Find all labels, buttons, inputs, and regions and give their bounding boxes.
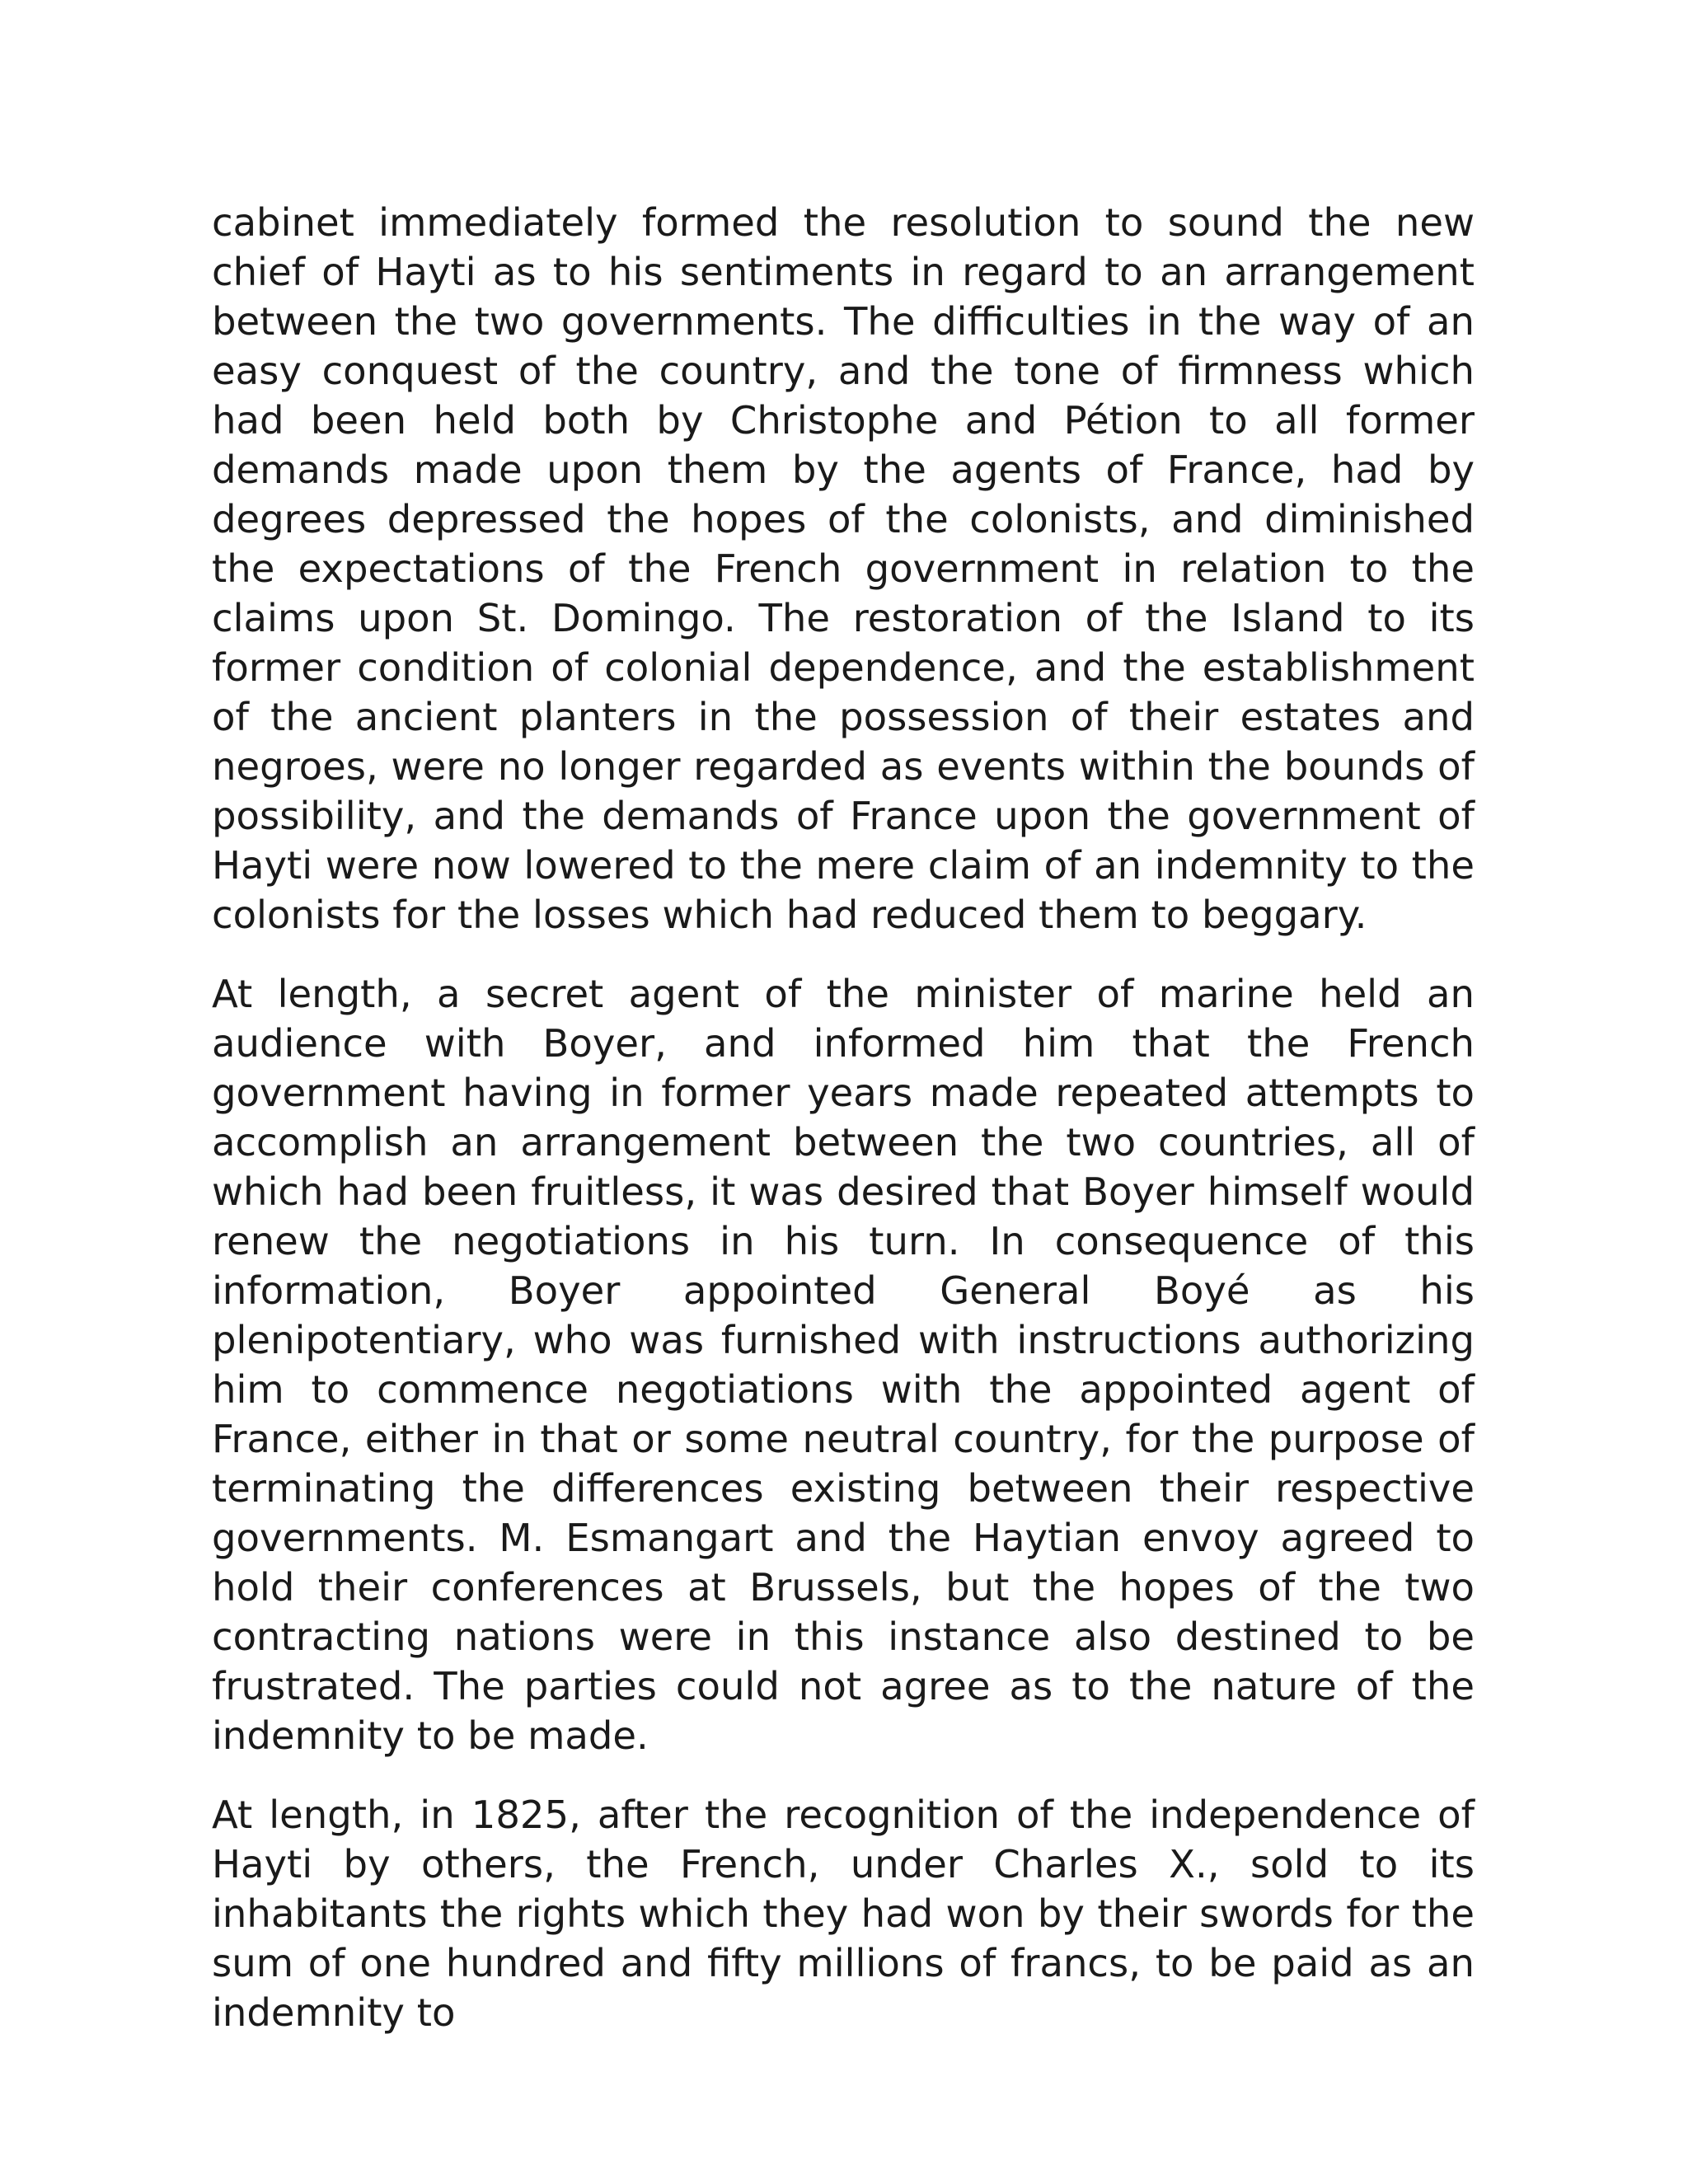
body-text — [212, 198, 1475, 2067]
paragraph-3: At length, in 1825, after the recognition of the independence of Hayti by others, the French, under Charles X., sold to its inhabitants the rights which they had won by their swords for the sum of one hundred and fifty millions of francs, to be paid as an indemnity to — [212, 1793, 1475, 2035]
paragraph-1: cabinet immediately formed the resolution to sound the new chief of Hayti as to his sentiments in regard to an arrangement between the two governments. The difficulties in the way of an easy conquest of the country, and the tone of firmness which had been held both by Christophe and Pétion to all former demands made upon them by the agents of France, had by degrees depressed the hopes of the colonists, and diminished the expectations of the French government in relation to the claims upon St. Domingo. The restoration of the Island to its former condition of colonial dependence, and the establishment of the ancient planters in the possession of their estates and negroes, were no longer regarded as events within the bounds of possibility, and the demands of France upon the government of Hayti were now lowered to the mere claim of an indemnity to the colonists for the losses which had reduced them to beggary. — [212, 200, 1475, 937]
paragraph-2: At length, a secret agent of the minister of marine held an audience with Boyer, and informed him that the French government having in former years made repeated attempts to accomplish an arrangement between the two countries, all of which had been fruitless, it was desired that Boyer himself would renew the negotiations in his turn. In consequence of this information, Boyer appointed General Boyé as his plenipotentiary, who was furnished with instructions authorizing him to commence negotiations with the appointed agent of France, either in that or some neutral country, for the purpose of terminating the differences existing between their respective governments. M. Esmangart and the Haytian envoy agreed to hold their conferences at Brussels, but the hopes of the two contracting nations were in this instance also destined to be frustrated. The parties could not agree as to the nature of the indemnity to be made. — [212, 972, 1475, 1758]
